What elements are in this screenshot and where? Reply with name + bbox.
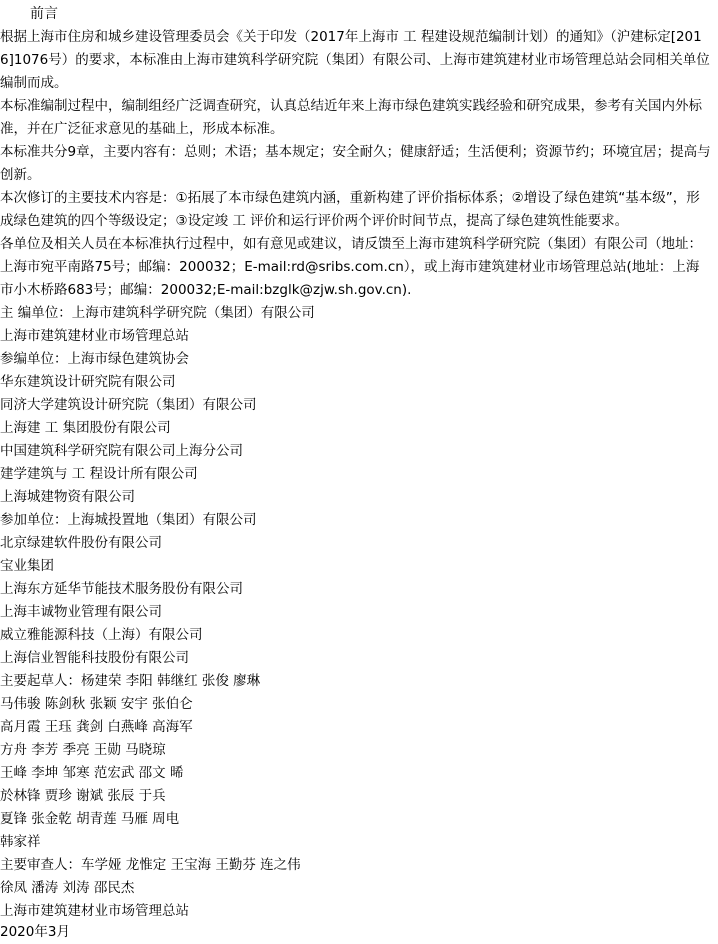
paragraph-feedback: 各单位及相关人员在本标准执行过程中，如有意见或建议，请反馈至上海市建筑科学研究院（集团）有限公司（地址：上海市宛平南路75号；邮编：200032；E-mail:rd@sribs.com.cn），或上海市建筑建材业市场管理总站(地址：上海市小木桥路683号；邮编：200032;E-mail:bzglk@zjw.sh.gov.cn). <box>0 236 702 298</box>
co-editor-line-3: 同济大学建筑设计研究院（集团）有限公司 <box>0 397 257 413</box>
reviewer-line-2: 徐凤 潘涛 刘涛 邵民杰 <box>0 880 135 896</box>
participant-line-3: 宝业集团 <box>0 558 54 574</box>
paragraph-contents: 本标准共分9章，主要内容有：总则；术语；基本规定；安全耐久；健康舒适；生活便利；资源节约；环境宜居；提高与创新。 <box>0 144 711 183</box>
co-editor-line: 参编单位：上海市绿色建筑协会 <box>0 351 189 367</box>
co-editor-line-2: 华东建筑设计研究院有限公司 <box>0 374 176 390</box>
participant-line-6: 威立雅能源科技（上海）有限公司 <box>0 627 203 643</box>
drafter-line: 主要起草人：杨建荣 李阳 韩继红 张俊 廖琳 <box>0 673 261 689</box>
paragraph-process: 本标准编制过程中，编制组经广泛调查研究，认真总结近年来上海市绿色建筑实践经验和研究成果，参考有关国内外标准，并在广泛征求意见的基础上，形成本标准。 <box>0 98 702 137</box>
drafter-line-7: 夏锋 张金乾 胡青莲 马雁 周电 <box>0 811 180 827</box>
drafter-line-5: 王峰 李坤 邹寒 范宏武 邵文 晞 <box>0 765 184 781</box>
participant-line-2: 北京绿建软件股份有限公司 <box>0 535 162 551</box>
reviewer-line: 主要审查人：车学娅 龙惟定 王宝海 王勤芬 连之伟 <box>0 857 301 873</box>
drafter-line-3: 高月霞 王珏 龚剑 白燕峰 高海军 <box>0 719 193 735</box>
participant-line-5: 上海丰诚物业管理有限公司 <box>0 604 162 620</box>
date-line: 2020年3月 <box>0 924 70 940</box>
drafter-line-6: 於林锋 贾珍 谢斌 张辰 于兵 <box>0 788 166 804</box>
paragraph-basis: 根据上海市住房和城乡建设管理委员会《关于印发（2017年上海市 工 程建设规范编制计划）的通知》（沪建标定[2016]1076号）的要求，本标准由上海市建筑科学研究院（集团）有限公司、上海市建筑建材业市场管理总站会同相关单位编制而成。 <box>0 29 710 91</box>
drafter-line-8: 韩家祥 <box>0 834 41 850</box>
chief-editor-line-2: 上海市建筑建材业市场管理总站 <box>0 328 189 344</box>
co-editor-line-7: 上海城建物资有限公司 <box>0 489 135 505</box>
co-editor-line-4: 上海建 工 集团股份有限公司 <box>0 420 171 436</box>
preface-heading: 前言 <box>30 6 58 22</box>
issuer-line: 上海市建筑建材业市场管理总站 <box>0 903 189 919</box>
chief-editor-line: 主 编单位：上海市建筑科学研究院（集团）有限公司 <box>0 305 315 321</box>
participant-line-4: 上海东方延华节能技术服务股份有限公司 <box>0 581 243 597</box>
co-editor-line-6: 建学建筑与 工 程设计所有限公司 <box>0 466 198 482</box>
participant-line: 参加单位：上海城投置地（集团）有限公司 <box>0 512 257 528</box>
drafter-line-4: 方舟 李芳 季亮 王勋 马晓琼 <box>0 742 166 758</box>
paragraph-revision: 本次修订的主要技术内容是：①拓展了本市绿色建筑内涵，重新构建了评价指标体系；②增设了绿色建筑“基本级”，形成绿色建筑的四个等级设定；③设定竣 工 评价和运行评价两个评价时间节点，提高了绿色建筑性能要求。 <box>0 190 700 229</box>
participant-line-7: 上海信业智能科技股份有限公司 <box>0 650 189 666</box>
drafter-line-2: 马伟骏 陈剑秋 张颖 安宇 张伯仑 <box>0 696 193 712</box>
co-editor-line-5: 中国建筑科学研究院有限公司上海分公司 <box>0 443 243 459</box>
